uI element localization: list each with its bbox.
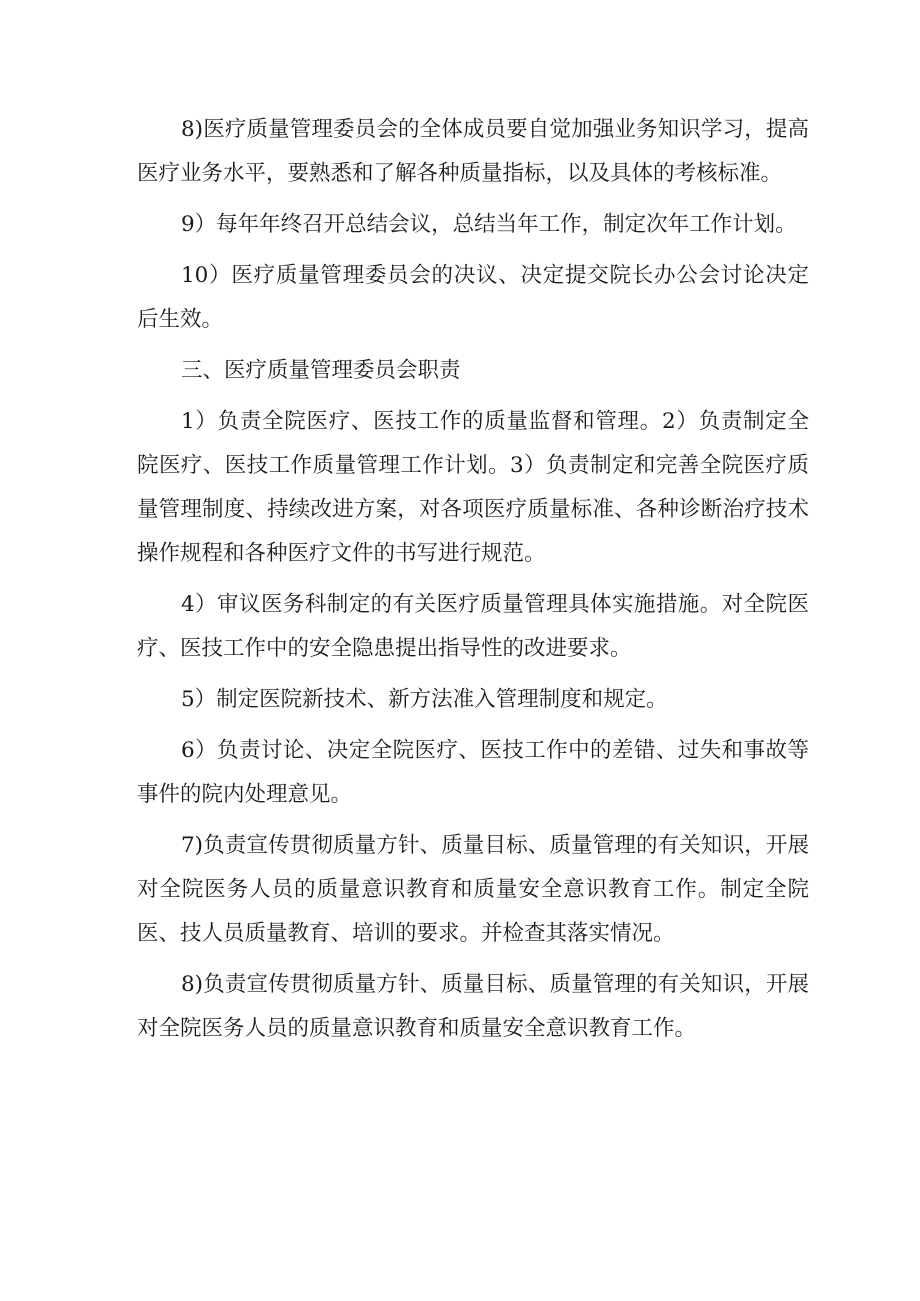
paragraph-duties-1-3: 1）负责全院医疗、医技工作的质量监督和管理。2）负责制定全院医疗、医技工作质量管理工作计划。3）负责制定和完善全院医疗质量管理制度、持续改进方案，对各项医疗质量标准、各种诊断治疗技术操作规程和各种医疗文件的书写进行规范。 (137, 409, 809, 566)
paragraph-duty-4: 4）审议医务科制定的有关医疗质量管理具体实施措施。对全院医疗、医技工作中的安全隐患提出指导性的改进要求。 (137, 592, 809, 661)
section-heading-committee-duties: 三、医疗质量管理委员会职责 (181, 358, 461, 383)
paragraph-item-10-resolutions: 10）医疗质量管理委员会的决议、决定提交院长办公会讨论决定后生效。 (137, 263, 809, 332)
document-body (137, 108, 809, 1058)
paragraph-item-8-member-study: 8)医疗质量管理委员会的全体成员要自觉加强业务知识学习，提高医疗业务水平，要熟悉和了解各种质量指标，以及具体的考核标准。 (137, 117, 809, 186)
paragraph-duty-7: 7)负责宣传贯彻质量方针、质量目标、质量管理的有关知识，开展对全院医务人员的质量意识教育和质量安全意识教育工作。制定全院医、技人员质量教育、培训的要求。并检查其落实情况。 (137, 833, 809, 946)
paragraph-duty-5: 5）制定医院新技术、新方法准入管理制度和规定。 (181, 687, 668, 712)
paragraph-duty-6: 6）负责讨论、决定全院医疗、医技工作中的差错、过失和事故等事件的院内处理意见。 (137, 738, 809, 807)
paragraph-item-9-annual-summary: 9）每年年终召开总结会议，总结当年工作，制定次年工作计划。 (181, 212, 797, 237)
paragraph-duty-8: 8)负责宣传贯彻质量方针、质量目标、质量管理的有关知识，开展对全院医务人员的质量意识教育和质量安全意识教育工作。 (137, 972, 809, 1041)
